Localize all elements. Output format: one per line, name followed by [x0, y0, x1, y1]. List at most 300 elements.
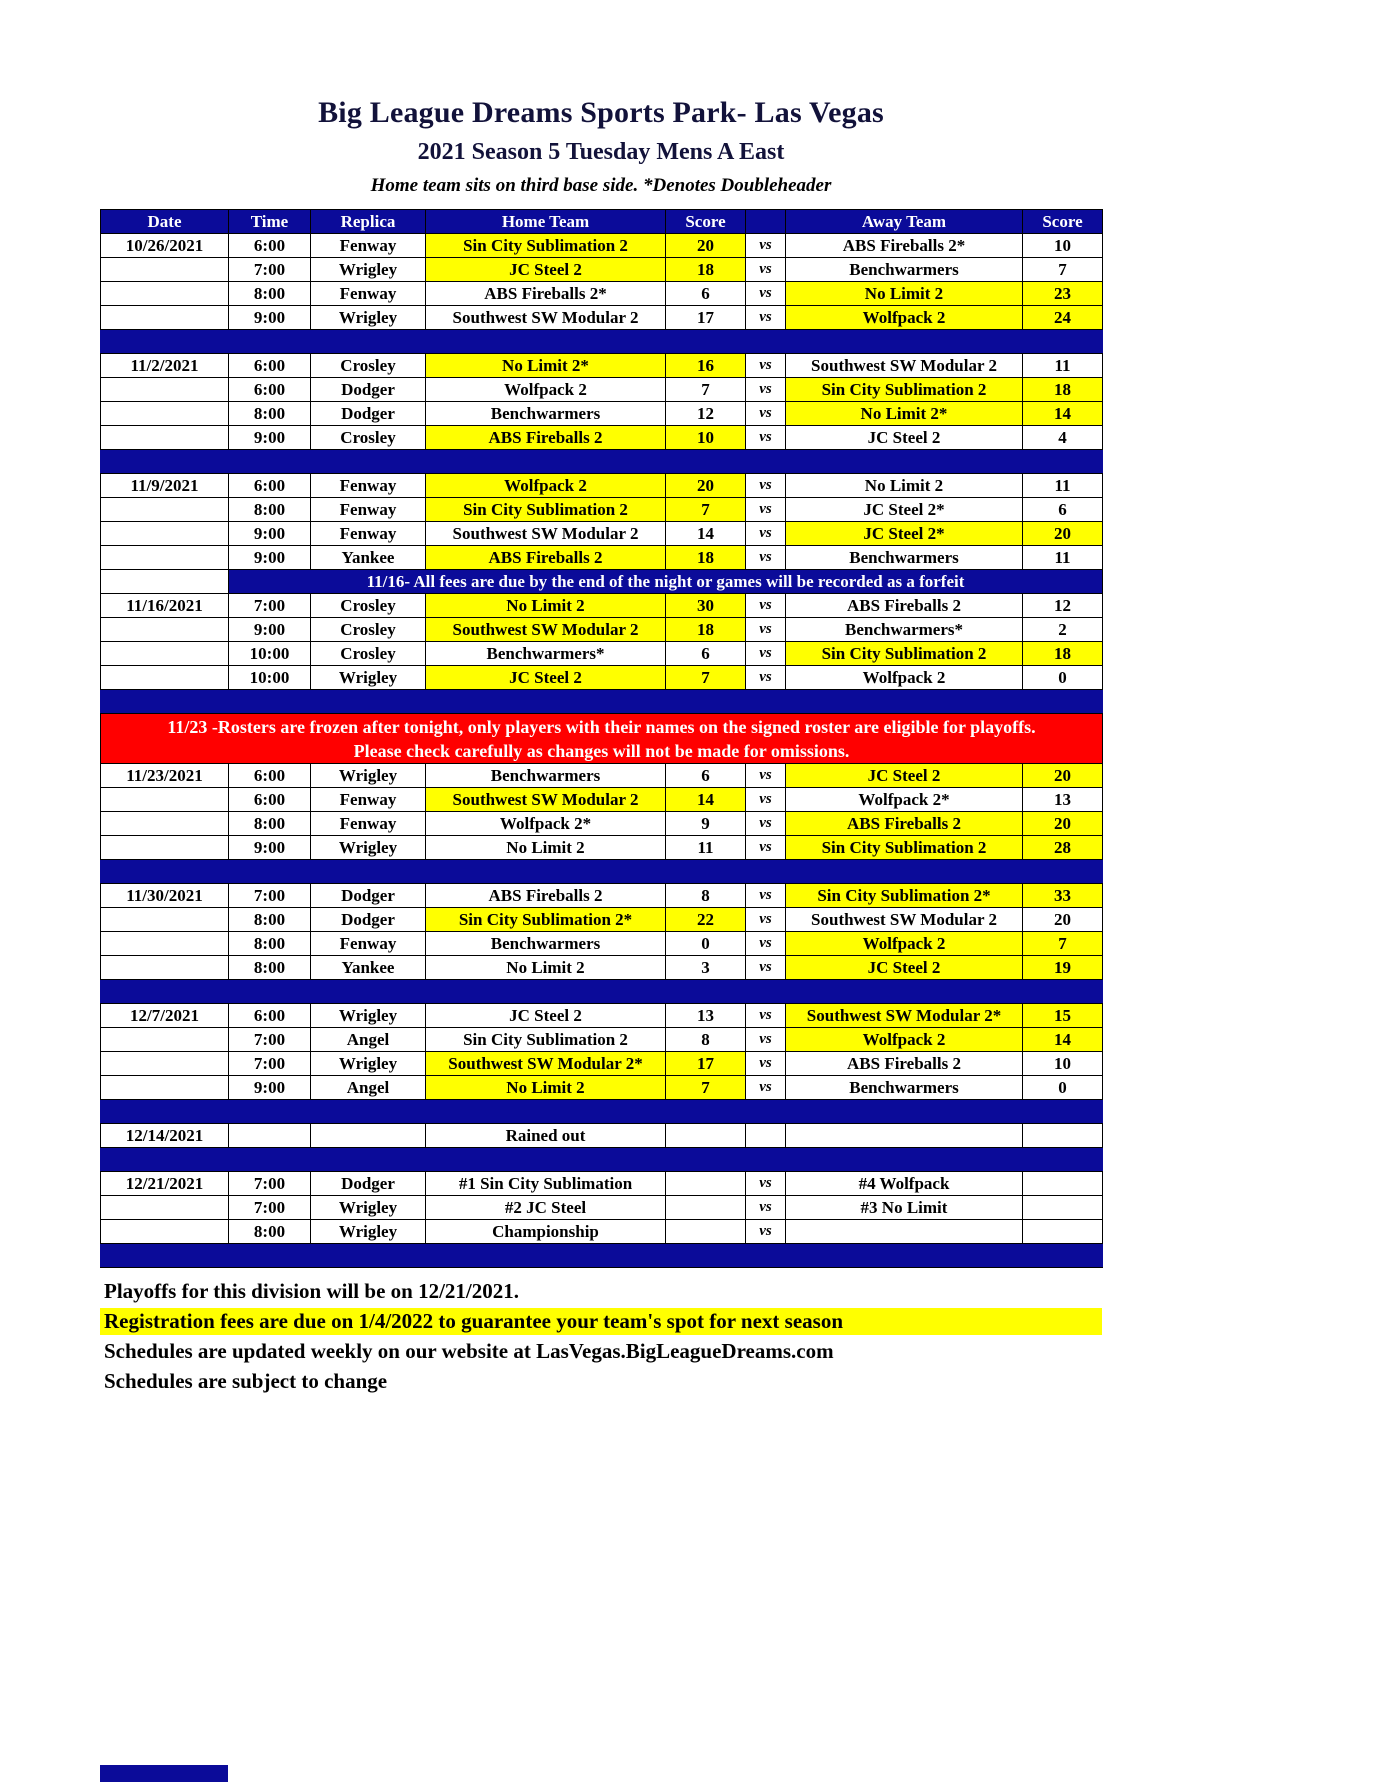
- time-cell: 9:00: [229, 522, 311, 546]
- game-row: [101, 306, 1103, 330]
- col-header-replica: Replica: [311, 210, 426, 234]
- time-cell: 7:00: [229, 1028, 311, 1052]
- home-score-cell: 8: [666, 884, 746, 908]
- roster-notice-text: [101, 714, 1103, 764]
- vs-cell: vs: [746, 932, 786, 956]
- vs-cell: vs: [746, 908, 786, 932]
- game-row: [101, 1196, 1103, 1220]
- away-score-cell: 11: [1023, 354, 1103, 378]
- away-score-cell: 15: [1023, 1004, 1103, 1028]
- time-cell: 6:00: [229, 1004, 311, 1028]
- game-row: [101, 354, 1103, 378]
- spacer-cell: [101, 1244, 1103, 1268]
- footer-registration-note: Registration fees are due on 1/4/2022 to guarantee your team's spot for next season: [100, 1308, 1102, 1335]
- vs-cell: vs: [746, 306, 786, 330]
- col-header-date: Date: [101, 210, 229, 234]
- away-score-cell: 20: [1023, 522, 1103, 546]
- vs-cell: vs: [746, 642, 786, 666]
- replica-cell: Wrigley: [311, 666, 426, 690]
- replica-cell: Angel: [311, 1028, 426, 1052]
- away-team-cell: No Limit 2: [786, 474, 1023, 498]
- home-team-cell: ABS Fireballs 2: [426, 426, 666, 450]
- home-score-cell: 17: [666, 1052, 746, 1076]
- vs-cell: vs: [746, 594, 786, 618]
- date-cell: [101, 666, 229, 690]
- game-row: [101, 1124, 1103, 1148]
- replica-cell: Crosley: [311, 594, 426, 618]
- home-score-cell: 18: [666, 546, 746, 570]
- home-team-cell: JC Steel 2: [426, 1004, 666, 1028]
- date-cell: [101, 618, 229, 642]
- vs-cell: vs: [746, 666, 786, 690]
- game-row: [101, 1220, 1103, 1244]
- fees-notice-text: 11/16- All fees are due by the end of the night or games will be recorded as a forfeit: [229, 570, 1103, 594]
- game-row: [101, 258, 1103, 282]
- home-score-cell: 9: [666, 812, 746, 836]
- away-score-cell: 10: [1023, 1052, 1103, 1076]
- replica-cell: Fenway: [311, 932, 426, 956]
- game-row: [101, 836, 1103, 860]
- date-cell: 11/23/2021: [101, 764, 229, 788]
- date-cell: [101, 402, 229, 426]
- away-score-cell: 4: [1023, 426, 1103, 450]
- replica-cell: Angel: [311, 1076, 426, 1100]
- date-cell: [101, 1196, 229, 1220]
- home-team-cell: No Limit 2: [426, 594, 666, 618]
- away-score-cell: 11: [1023, 546, 1103, 570]
- table-header-row: [101, 210, 1103, 234]
- home-team-cell: #1 Sin City Sublimation: [426, 1172, 666, 1196]
- vs-cell: vs: [746, 258, 786, 282]
- time-cell: 10:00: [229, 642, 311, 666]
- game-row: [101, 764, 1103, 788]
- date-cell: [101, 932, 229, 956]
- away-team-cell: Benchwarmers: [786, 1076, 1023, 1100]
- replica-cell: Dodger: [311, 884, 426, 908]
- home-team-cell: ABS Fireballs 2: [426, 884, 666, 908]
- spacer-cell: [101, 860, 1103, 884]
- away-team-cell: ABS Fireballs 2*: [786, 234, 1023, 258]
- date-cell: [101, 642, 229, 666]
- away-score-cell: 20: [1023, 908, 1103, 932]
- game-row: [101, 932, 1103, 956]
- home-team-cell: Sin City Sublimation 2*: [426, 908, 666, 932]
- home-score-cell: 14: [666, 522, 746, 546]
- spacer-row: [101, 1244, 1103, 1268]
- away-score-cell: 2: [1023, 618, 1103, 642]
- away-score-cell: 11: [1023, 474, 1103, 498]
- game-row: [101, 642, 1103, 666]
- away-team-cell: Sin City Sublimation 2: [786, 642, 1023, 666]
- game-row: [101, 884, 1103, 908]
- time-cell: 8:00: [229, 1220, 311, 1244]
- date-cell: 12/21/2021: [101, 1172, 229, 1196]
- replica-cell: Wrigley: [311, 1004, 426, 1028]
- replica-cell: Crosley: [311, 642, 426, 666]
- away-score-cell: 10: [1023, 234, 1103, 258]
- home-team-cell: Wolfpack 2: [426, 474, 666, 498]
- time-cell: 7:00: [229, 1172, 311, 1196]
- date-cell: [101, 1076, 229, 1100]
- date-cell: 12/7/2021: [101, 1004, 229, 1028]
- away-score-cell: [1023, 1220, 1103, 1244]
- vs-cell: vs: [746, 836, 786, 860]
- time-cell: 8:00: [229, 956, 311, 980]
- time-cell: 9:00: [229, 836, 311, 860]
- home-score-cell: 14: [666, 788, 746, 812]
- game-row: [101, 1028, 1103, 1052]
- date-cell: [101, 812, 229, 836]
- replica-cell: Wrigley: [311, 1220, 426, 1244]
- spacer-row: [101, 860, 1103, 884]
- spacer-cell: [101, 450, 1103, 474]
- page-subtitle: 2021 Season 5 Tuesday Mens A East: [417, 139, 785, 165]
- away-team-cell: Benchwarmers: [786, 258, 1023, 282]
- vs-cell: vs: [746, 522, 786, 546]
- home-score-cell: 12: [666, 402, 746, 426]
- date-cell: [101, 1052, 229, 1076]
- vs-cell: vs: [746, 498, 786, 522]
- vs-cell: vs: [746, 1172, 786, 1196]
- col-header-away-score: Score: [1023, 210, 1103, 234]
- game-row: [101, 594, 1103, 618]
- home-score-cell: [666, 1220, 746, 1244]
- home-score-cell: 3: [666, 956, 746, 980]
- home-score-cell: 8: [666, 1028, 746, 1052]
- home-score-cell: 7: [666, 666, 746, 690]
- away-team-cell: [786, 1124, 1023, 1148]
- time-cell: 6:00: [229, 378, 311, 402]
- home-team-cell: Southwest SW Modular 2: [426, 788, 666, 812]
- away-team-cell: [786, 1220, 1023, 1244]
- replica-cell: Fenway: [311, 282, 426, 306]
- away-team-cell: Sin City Sublimation 2: [786, 836, 1023, 860]
- date-cell: [101, 426, 229, 450]
- time-cell: 6:00: [229, 788, 311, 812]
- away-team-cell: No Limit 2*: [786, 402, 1023, 426]
- home-score-cell: 20: [666, 234, 746, 258]
- home-team-cell: Benchwarmers: [426, 932, 666, 956]
- away-score-cell: [1023, 1172, 1103, 1196]
- home-team-cell: Championship: [426, 1220, 666, 1244]
- home-score-cell: 22: [666, 908, 746, 932]
- game-row: [101, 402, 1103, 426]
- home-team-cell: JC Steel 2: [426, 666, 666, 690]
- replica-cell: Fenway: [311, 498, 426, 522]
- replica-cell: Dodger: [311, 1172, 426, 1196]
- home-team-cell: Southwest SW Modular 2: [426, 522, 666, 546]
- time-cell: 7:00: [229, 884, 311, 908]
- footer-subject-to-change-note: Schedules are subject to change: [104, 1369, 388, 1393]
- replica-cell: Yankee: [311, 546, 426, 570]
- time-cell: 8:00: [229, 402, 311, 426]
- replica-cell: Wrigley: [311, 836, 426, 860]
- spacer-row: [101, 690, 1103, 714]
- vs-cell: vs: [746, 282, 786, 306]
- home-team-cell: Benchwarmers: [426, 402, 666, 426]
- replica-cell: Fenway: [311, 788, 426, 812]
- vs-cell: vs: [746, 402, 786, 426]
- date-cell: 11/16/2021: [101, 594, 229, 618]
- away-team-cell: Benchwarmers*: [786, 618, 1023, 642]
- vs-cell: vs: [746, 1076, 786, 1100]
- date-cell: [101, 306, 229, 330]
- home-score-cell: 18: [666, 258, 746, 282]
- replica-cell: Fenway: [311, 812, 426, 836]
- vs-cell: vs: [746, 426, 786, 450]
- away-score-cell: 14: [1023, 402, 1103, 426]
- time-cell: 9:00: [229, 306, 311, 330]
- home-score-cell: 10: [666, 426, 746, 450]
- spacer-row: [101, 450, 1103, 474]
- home-score-cell: 20: [666, 474, 746, 498]
- home-team-cell: Sin City Sublimation 2: [426, 234, 666, 258]
- time-cell: 8:00: [229, 908, 311, 932]
- away-team-cell: #3 No Limit: [786, 1196, 1023, 1220]
- away-team-cell: ABS Fireballs 2: [786, 1052, 1023, 1076]
- time-cell: 7:00: [229, 594, 311, 618]
- vs-cell: [746, 1124, 786, 1148]
- replica-cell: Wrigley: [311, 306, 426, 330]
- replica-cell: Crosley: [311, 354, 426, 378]
- home-score-cell: 0: [666, 932, 746, 956]
- vs-cell: vs: [746, 812, 786, 836]
- time-cell: 6:00: [229, 474, 311, 498]
- away-score-cell: 6: [1023, 498, 1103, 522]
- away-team-cell: Southwest SW Modular 2: [786, 908, 1023, 932]
- vs-cell: vs: [746, 618, 786, 642]
- home-team-cell: Wolfpack 2: [426, 378, 666, 402]
- away-team-cell: Benchwarmers: [786, 546, 1023, 570]
- time-cell: 9:00: [229, 618, 311, 642]
- footer: [100, 1278, 1102, 1395]
- spacer-row: [101, 980, 1103, 1004]
- schedule-table: [100, 209, 1103, 1268]
- vs-cell: vs: [746, 956, 786, 980]
- home-team-cell: ABS Fireballs 2*: [426, 282, 666, 306]
- away-score-cell: 14: [1023, 1028, 1103, 1052]
- fees-notice-row: [101, 570, 1103, 594]
- time-cell: 9:00: [229, 1076, 311, 1100]
- replica-cell: Wrigley: [311, 1052, 426, 1076]
- game-row: [101, 546, 1103, 570]
- away-team-cell: Sin City Sublimation 2: [786, 378, 1023, 402]
- home-team-cell: Benchwarmers*: [426, 642, 666, 666]
- home-team-cell: No Limit 2: [426, 836, 666, 860]
- spacer-row: [101, 1148, 1103, 1172]
- footer-playoffs-note: Playoffs for this division will be on 12/21/2021.: [104, 1279, 519, 1303]
- replica-cell: Dodger: [311, 402, 426, 426]
- vs-cell: vs: [746, 234, 786, 258]
- replica-cell: Wrigley: [311, 1196, 426, 1220]
- home-score-cell: 7: [666, 1076, 746, 1100]
- home-score-cell: 13: [666, 1004, 746, 1028]
- date-cell: 12/14/2021: [101, 1124, 229, 1148]
- home-team-cell: Southwest SW Modular 2*: [426, 1052, 666, 1076]
- home-team-cell: No Limit 2: [426, 1076, 666, 1100]
- date-cell: [101, 1220, 229, 1244]
- replica-cell: Crosley: [311, 618, 426, 642]
- away-team-cell: Sin City Sublimation 2*: [786, 884, 1023, 908]
- spacer-cell: [101, 980, 1103, 1004]
- away-score-cell: 19: [1023, 956, 1103, 980]
- game-row: [101, 498, 1103, 522]
- time-cell: 9:00: [229, 546, 311, 570]
- col-header-away-team: Away Team: [786, 210, 1023, 234]
- game-row: [101, 426, 1103, 450]
- away-score-cell: 12: [1023, 594, 1103, 618]
- page-title: Big League Dreams Sports Park- Las Vegas: [318, 96, 884, 129]
- bottom-navy-strip: [100, 1765, 228, 1782]
- replica-cell: Fenway: [311, 474, 426, 498]
- spacer-cell: [101, 1100, 1103, 1124]
- away-team-cell: Southwest SW Modular 2*: [786, 1004, 1023, 1028]
- away-team-cell: ABS Fireballs 2: [786, 594, 1023, 618]
- time-cell: 6:00: [229, 234, 311, 258]
- home-score-cell: [666, 1124, 746, 1148]
- vs-cell: vs: [746, 1220, 786, 1244]
- vs-cell: vs: [746, 764, 786, 788]
- home-score-cell: 6: [666, 764, 746, 788]
- away-score-cell: 7: [1023, 932, 1103, 956]
- game-row: [101, 378, 1103, 402]
- date-cell: [101, 522, 229, 546]
- time-cell: [229, 1124, 311, 1148]
- home-team-cell: ABS Fireballs 2: [426, 546, 666, 570]
- home-team-cell: Rained out: [426, 1124, 666, 1148]
- away-team-cell: JC Steel 2: [786, 956, 1023, 980]
- game-row: [101, 788, 1103, 812]
- vs-cell: vs: [746, 378, 786, 402]
- time-cell: 7:00: [229, 258, 311, 282]
- away-score-cell: 20: [1023, 812, 1103, 836]
- game-row: [101, 812, 1103, 836]
- time-cell: 7:00: [229, 1052, 311, 1076]
- col-header-time: Time: [229, 210, 311, 234]
- home-team-cell: No Limit 2*: [426, 354, 666, 378]
- home-score-cell: 18: [666, 618, 746, 642]
- vs-cell: vs: [746, 474, 786, 498]
- spacer-cell: [101, 690, 1103, 714]
- date-cell: [101, 546, 229, 570]
- game-row: [101, 1004, 1103, 1028]
- home-score-cell: 7: [666, 498, 746, 522]
- away-score-cell: 24: [1023, 306, 1103, 330]
- vs-cell: vs: [746, 788, 786, 812]
- away-score-cell: 33: [1023, 884, 1103, 908]
- date-cell: [101, 956, 229, 980]
- roster-notice-line: Please check carefully as changes will not be made for omissions.: [353, 740, 850, 761]
- away-team-cell: No Limit 2: [786, 282, 1023, 306]
- away-score-cell: 13: [1023, 788, 1103, 812]
- date-cell: 11/2/2021: [101, 354, 229, 378]
- schedule-document: [100, 96, 1102, 1398]
- home-score-cell: 17: [666, 306, 746, 330]
- date-cell: 11/9/2021: [101, 474, 229, 498]
- home-score-cell: 16: [666, 354, 746, 378]
- home-score-cell: 6: [666, 282, 746, 306]
- away-team-cell: JC Steel 2: [786, 426, 1023, 450]
- vs-cell: vs: [746, 546, 786, 570]
- vs-cell: vs: [746, 1196, 786, 1220]
- away-team-cell: #4 Wolfpack: [786, 1172, 1023, 1196]
- time-cell: 10:00: [229, 666, 311, 690]
- away-team-cell: JC Steel 2*: [786, 498, 1023, 522]
- spacer-cell: [101, 1148, 1103, 1172]
- game-row: [101, 474, 1103, 498]
- game-row: [101, 956, 1103, 980]
- game-row: [101, 1052, 1103, 1076]
- away-score-cell: 7: [1023, 258, 1103, 282]
- away-score-cell: 20: [1023, 764, 1103, 788]
- home-score-cell: [666, 1196, 746, 1220]
- home-score-cell: 11: [666, 836, 746, 860]
- time-cell: 6:00: [229, 354, 311, 378]
- home-score-cell: 6: [666, 642, 746, 666]
- replica-cell: Crosley: [311, 426, 426, 450]
- game-row: [101, 908, 1103, 932]
- game-row: [101, 234, 1103, 258]
- away-score-cell: 18: [1023, 378, 1103, 402]
- replica-cell: Wrigley: [311, 258, 426, 282]
- col-header-home-score: Score: [666, 210, 746, 234]
- date-cell: [101, 258, 229, 282]
- home-team-cell: Southwest SW Modular 2: [426, 306, 666, 330]
- time-cell: 6:00: [229, 764, 311, 788]
- vs-cell: vs: [746, 1052, 786, 1076]
- away-score-cell: 0: [1023, 1076, 1103, 1100]
- replica-cell: Fenway: [311, 522, 426, 546]
- replica-cell: Yankee: [311, 956, 426, 980]
- header-note: Home team sits on third base side. *Denotes Doubleheader: [370, 175, 832, 196]
- replica-cell: Dodger: [311, 378, 426, 402]
- time-cell: 8:00: [229, 812, 311, 836]
- away-team-cell: JC Steel 2*: [786, 522, 1023, 546]
- away-score-cell: 28: [1023, 836, 1103, 860]
- replica-cell: Wrigley: [311, 764, 426, 788]
- date-cell: [101, 908, 229, 932]
- date-cell: 10/26/2021: [101, 234, 229, 258]
- date-cell: 11/30/2021: [101, 884, 229, 908]
- game-row: [101, 666, 1103, 690]
- away-team-cell: JC Steel 2: [786, 764, 1023, 788]
- away-team-cell: Wolfpack 2: [786, 932, 1023, 956]
- col-header-vs: [746, 210, 786, 234]
- schedule-body: [101, 234, 1103, 1268]
- time-cell: 8:00: [229, 282, 311, 306]
- date-cell: [101, 1028, 229, 1052]
- away-team-cell: Wolfpack 2*: [786, 788, 1023, 812]
- date-cell: [101, 836, 229, 860]
- home-team-cell: Wolfpack 2*: [426, 812, 666, 836]
- home-team-cell: No Limit 2: [426, 956, 666, 980]
- home-score-cell: 30: [666, 594, 746, 618]
- time-cell: 7:00: [229, 1196, 311, 1220]
- away-team-cell: Wolfpack 2: [786, 1028, 1023, 1052]
- date-cell: [101, 378, 229, 402]
- date-cell: [101, 498, 229, 522]
- footer-website-note: Schedules are updated weekly on our website at LasVegas.BigLeagueDreams.com: [104, 1339, 834, 1363]
- roster-notice-row: [101, 714, 1103, 764]
- spacer-cell: [101, 330, 1103, 354]
- away-score-cell: 0: [1023, 666, 1103, 690]
- game-row: [101, 282, 1103, 306]
- home-team-cell: #2 JC Steel: [426, 1196, 666, 1220]
- spacer-row: [101, 330, 1103, 354]
- away-score-cell: 23: [1023, 282, 1103, 306]
- vs-cell: vs: [746, 1028, 786, 1052]
- roster-notice-line: 11/23 -Rosters are frozen after tonight, only players with their names on the signed roster are eligible for playoffs.: [167, 716, 1036, 737]
